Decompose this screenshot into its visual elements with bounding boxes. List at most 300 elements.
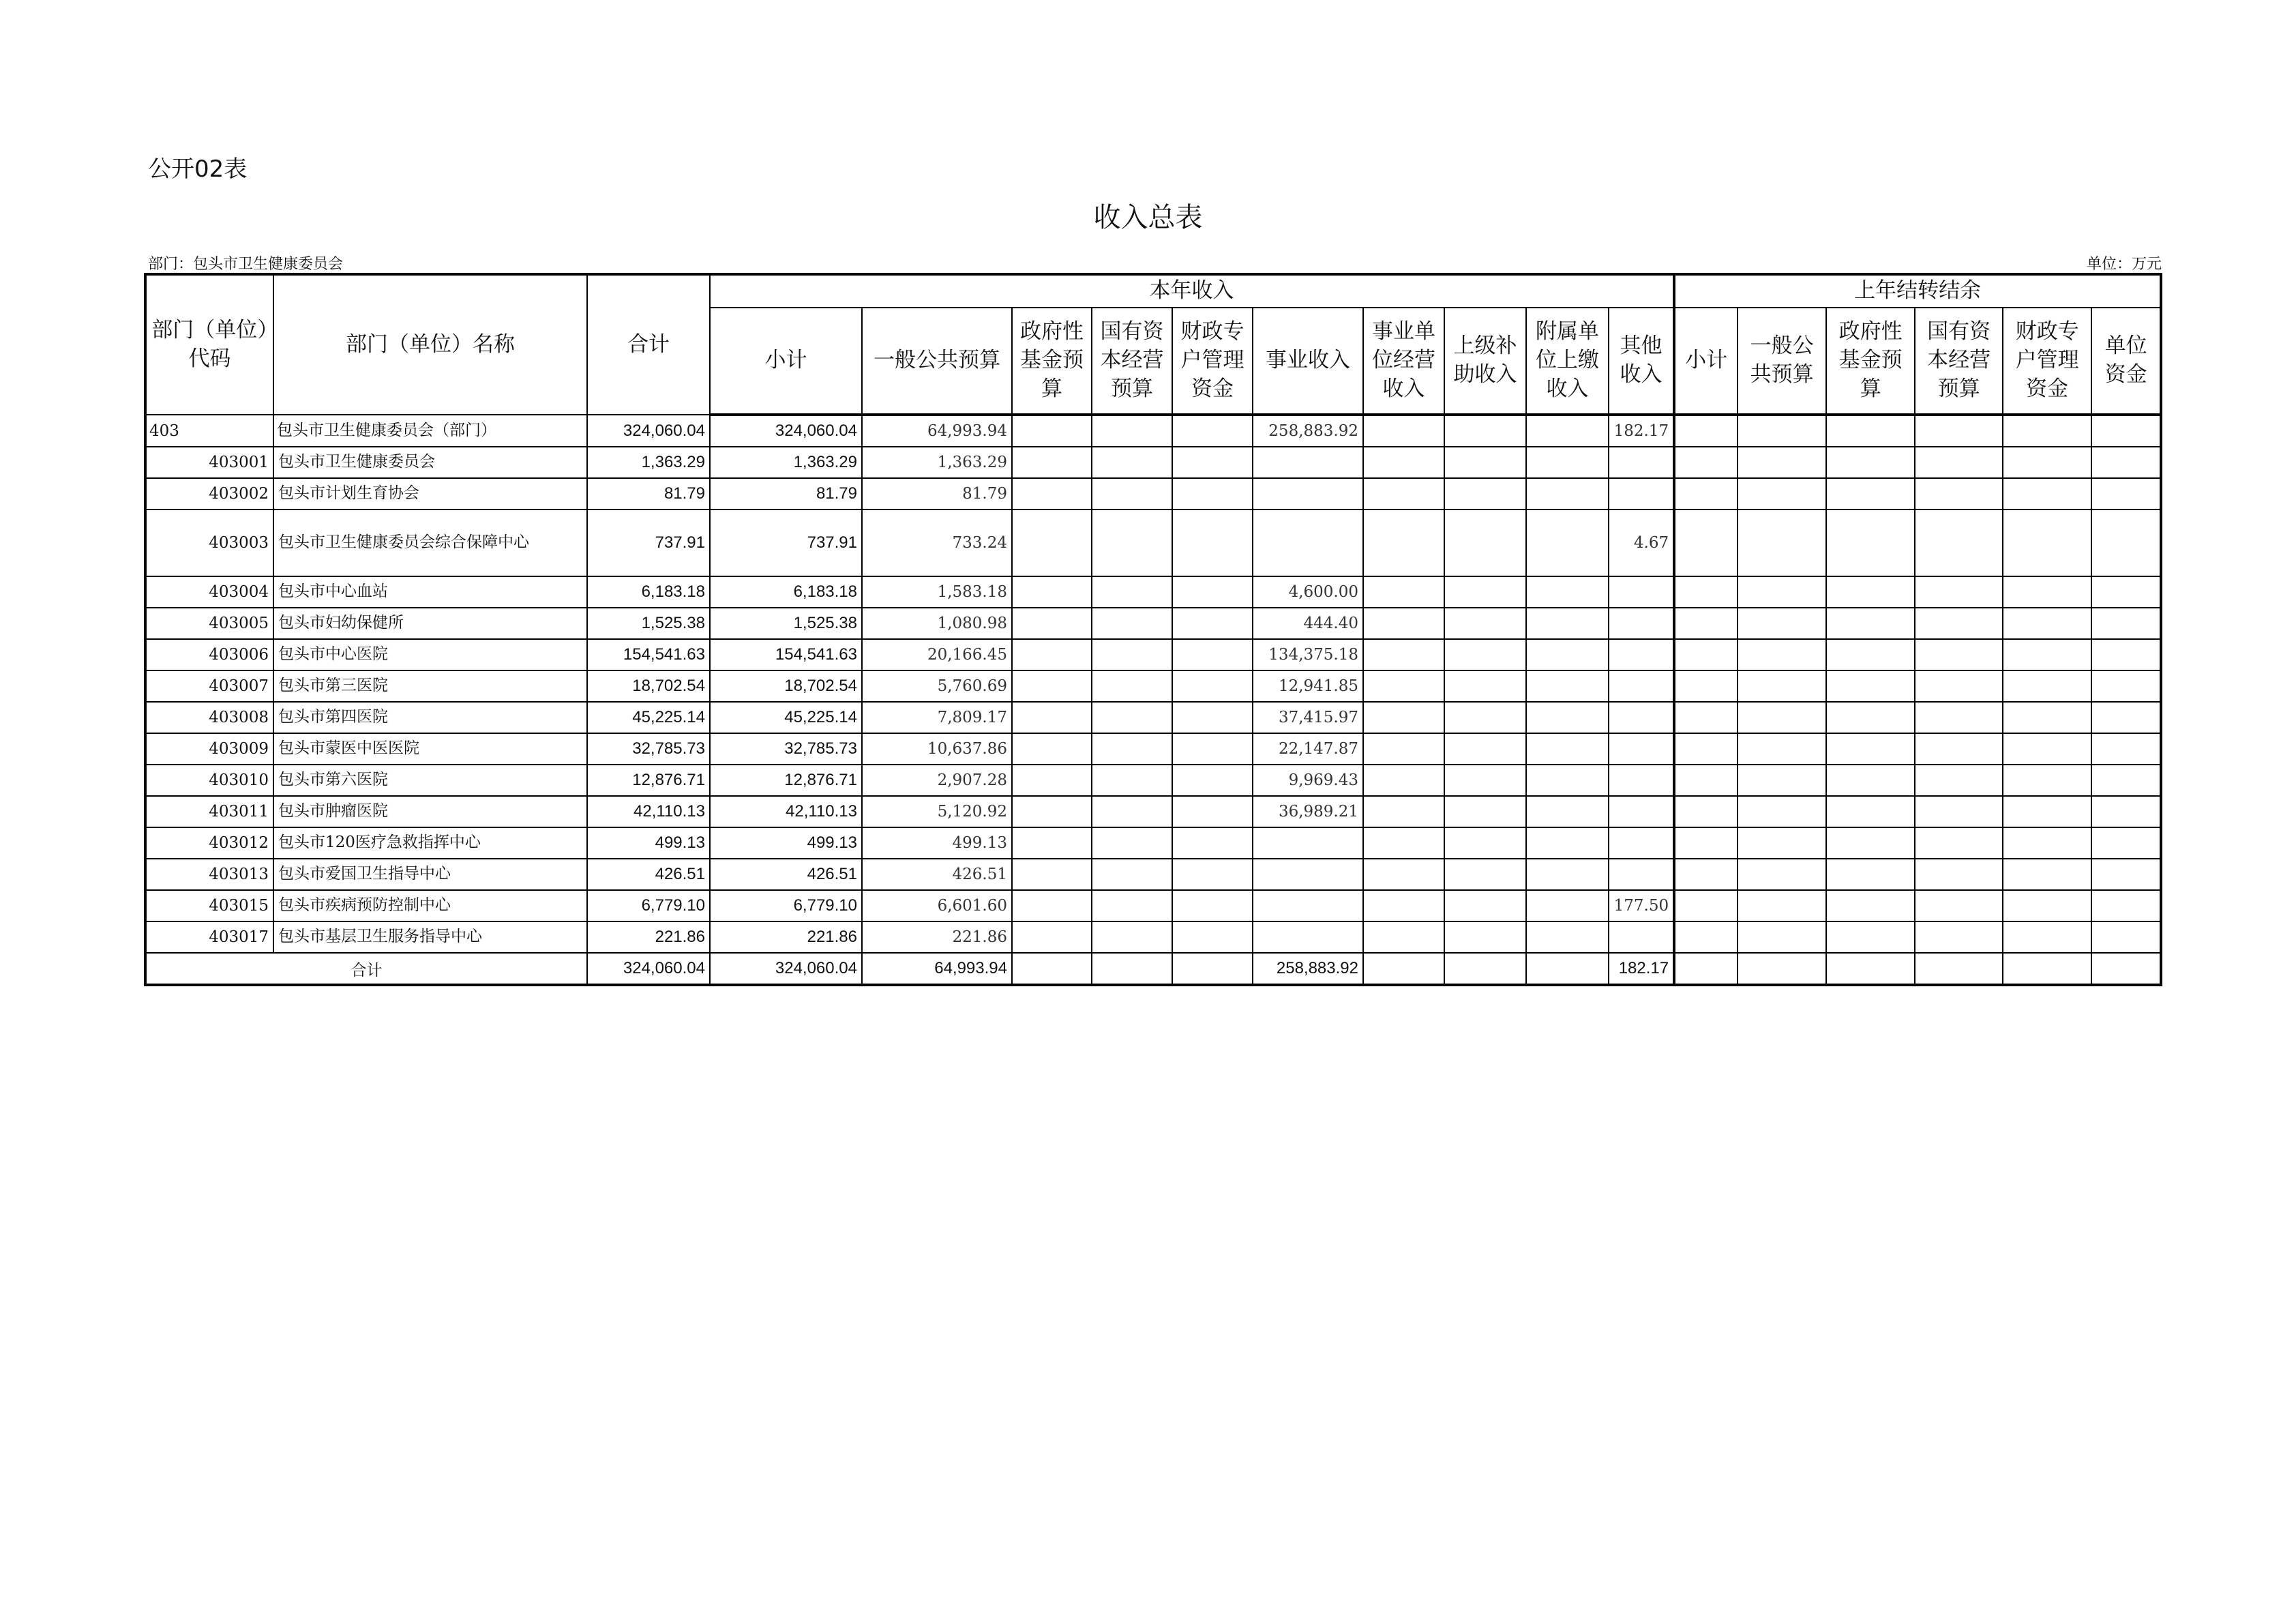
row-total: 42,110.13 — [587, 796, 710, 827]
header-current-subtotal: 小计 — [710, 308, 862, 415]
row-prior-cell — [2003, 639, 2091, 670]
row-state-capital — [1092, 765, 1172, 796]
row-gov-fund — [1012, 608, 1092, 639]
row-other — [1609, 859, 1674, 890]
row-gov-fund — [1012, 796, 1092, 827]
row-upper — [1444, 670, 1526, 702]
row-prior-cell — [2003, 576, 2091, 608]
row-name: 包头市基层卫生服务指导中心 — [273, 921, 587, 953]
row-code: 403010 — [145, 765, 273, 796]
row-subtotal: 324,060.04 — [710, 415, 862, 447]
header-group-current: 本年收入 — [710, 274, 1674, 308]
row-upper — [1444, 890, 1526, 921]
row-code: 403008 — [145, 702, 273, 733]
row-upper — [1444, 796, 1526, 827]
row-subtotal: 499.13 — [710, 827, 862, 859]
row-general: 64,993.94 — [862, 415, 1012, 447]
row-prior-cell — [2091, 765, 2161, 796]
row-biz-op — [1363, 733, 1444, 765]
row-general: 426.51 — [862, 859, 1012, 890]
total-affiliated — [1526, 953, 1609, 985]
row-biz-op — [1363, 478, 1444, 510]
row-subtotal: 221.86 — [710, 921, 862, 953]
row-special — [1172, 921, 1253, 953]
row-name: 包头市卫生健康委员会综合保障中心 — [273, 510, 587, 576]
row-subtotal: 45,225.14 — [710, 702, 862, 733]
row-prior-cell — [2003, 733, 2091, 765]
row-name: 包头市卫生健康委员会 — [273, 447, 587, 478]
row-gov-fund — [1012, 921, 1092, 953]
row-other — [1609, 576, 1674, 608]
row-special — [1172, 859, 1253, 890]
row-name: 包头市肿瘤医院 — [273, 796, 587, 827]
row-prior-cell — [1674, 702, 1738, 733]
row-gov-fund — [1012, 827, 1092, 859]
row-prior-cell — [1674, 576, 1738, 608]
row-affiliated — [1526, 921, 1609, 953]
row-name: 包头市中心医院 — [273, 639, 587, 670]
row-other — [1609, 733, 1674, 765]
row-state-capital — [1092, 796, 1172, 827]
row-code: 403006 — [145, 639, 273, 670]
row-code: 403005 — [145, 608, 273, 639]
row-state-capital — [1092, 733, 1172, 765]
row-total: 154,541.63 — [587, 639, 710, 670]
row-prior-cell — [1738, 639, 1826, 670]
row-affiliated — [1526, 447, 1609, 478]
row-affiliated — [1526, 859, 1609, 890]
row-business — [1253, 510, 1363, 576]
row-biz-op — [1363, 608, 1444, 639]
row-subtotal: 42,110.13 — [710, 796, 862, 827]
row-general: 5,120.92 — [862, 796, 1012, 827]
row-total: 221.86 — [587, 921, 710, 953]
row-prior-cell — [1915, 415, 2003, 447]
row-total: 6,779.10 — [587, 890, 710, 921]
row-state-capital — [1092, 702, 1172, 733]
header-current-gov-fund: 政府性基金预算 — [1012, 308, 1092, 415]
row-gov-fund — [1012, 415, 1092, 447]
row-subtotal: 6,183.18 — [710, 576, 862, 608]
row-state-capital — [1092, 859, 1172, 890]
row-upper — [1444, 639, 1526, 670]
row-prior-cell — [1674, 447, 1738, 478]
row-prior-cell — [1674, 608, 1738, 639]
row-name: 包头市中心血站 — [273, 576, 587, 608]
page-title: 收入总表 — [1093, 202, 1203, 233]
row-affiliated — [1526, 576, 1609, 608]
row-prior-cell — [1674, 859, 1738, 890]
row-prior-cell — [2091, 702, 2161, 733]
row-total: 426.51 — [587, 859, 710, 890]
row-prior-cell — [2091, 415, 2161, 447]
row-total: 737.91 — [587, 510, 710, 576]
row-upper — [1444, 447, 1526, 478]
total-label: 合计 — [145, 953, 587, 985]
row-total: 499.13 — [587, 827, 710, 859]
table-body — [145, 415, 2161, 953]
row-prior-cell — [1826, 510, 1915, 576]
row-code: 403012 — [145, 827, 273, 859]
table-row — [145, 890, 2161, 921]
row-prior-cell — [1738, 890, 1826, 921]
row-biz-op — [1363, 639, 1444, 670]
row-business — [1253, 921, 1363, 953]
row-gov-fund — [1012, 576, 1092, 608]
row-general: 2,907.28 — [862, 765, 1012, 796]
row-name: 包头市妇幼保健所 — [273, 608, 587, 639]
row-state-capital — [1092, 608, 1172, 639]
row-gov-fund — [1012, 890, 1092, 921]
row-affiliated — [1526, 733, 1609, 765]
header-total: 合计 — [587, 274, 710, 415]
row-prior-cell — [2091, 608, 2161, 639]
row-prior-cell — [1738, 765, 1826, 796]
row-affiliated — [1526, 702, 1609, 733]
row-general: 7,809.17 — [862, 702, 1012, 733]
row-prior-cell — [2091, 827, 2161, 859]
row-state-capital — [1092, 415, 1172, 447]
table-row — [145, 921, 2161, 953]
row-prior-cell — [1738, 827, 1826, 859]
table-row — [145, 859, 2161, 890]
header-current-biz-op: 事业单位经营收入 — [1363, 308, 1444, 415]
row-prior-cell — [1915, 796, 2003, 827]
row-name: 包头市爱国卫生指导中心 — [273, 859, 587, 890]
row-prior-cell — [1738, 796, 1826, 827]
row-affiliated — [1526, 478, 1609, 510]
row-biz-op — [1363, 890, 1444, 921]
row-prior-cell — [1826, 608, 1915, 639]
table-row — [145, 576, 2161, 608]
row-business: 22,147.87 — [1253, 733, 1363, 765]
row-prior-cell — [2091, 796, 2161, 827]
row-biz-op — [1363, 670, 1444, 702]
row-prior-cell — [1915, 447, 2003, 478]
header-prior-special: 财政专户管理资金 — [2003, 308, 2091, 415]
table-row — [145, 608, 2161, 639]
row-name: 包头市蒙医中医医院 — [273, 733, 587, 765]
row-prior-cell — [2091, 447, 2161, 478]
row-general: 1,583.18 — [862, 576, 1012, 608]
row-prior-cell — [1826, 576, 1915, 608]
row-name: 包头市疾病预防控制中心 — [273, 890, 587, 921]
row-code: 403009 — [145, 733, 273, 765]
row-affiliated — [1526, 608, 1609, 639]
row-prior-cell — [1674, 670, 1738, 702]
table-row — [145, 765, 2161, 796]
row-other — [1609, 639, 1674, 670]
row-code: 403001 — [145, 447, 273, 478]
row-total: 45,225.14 — [587, 702, 710, 733]
row-business — [1253, 859, 1363, 890]
header-name: 部门（单位）名称 — [273, 274, 587, 415]
row-biz-op — [1363, 447, 1444, 478]
row-prior-cell — [1738, 447, 1826, 478]
row-special — [1172, 796, 1253, 827]
row-prior-cell — [1826, 447, 1915, 478]
header-code: 部门（单位）代码 — [145, 274, 273, 415]
total-prior-gov-fund — [1826, 953, 1915, 985]
row-biz-op — [1363, 859, 1444, 890]
row-prior-cell — [1915, 921, 2003, 953]
row-state-capital — [1092, 639, 1172, 670]
row-prior-cell — [1738, 733, 1826, 765]
row-subtotal: 81.79 — [710, 478, 862, 510]
row-subtotal: 1,363.29 — [710, 447, 862, 478]
row-upper — [1444, 827, 1526, 859]
row-prior-cell — [1674, 415, 1738, 447]
row-biz-op — [1363, 796, 1444, 827]
header-prior-unit-fund: 单位资金 — [2091, 308, 2161, 415]
header-current-state-capital: 国有资本经营预算 — [1092, 308, 1172, 415]
row-business — [1253, 447, 1363, 478]
row-name: 包头市第三医院 — [273, 670, 587, 702]
row-biz-op — [1363, 415, 1444, 447]
row-biz-op — [1363, 510, 1444, 576]
row-state-capital — [1092, 921, 1172, 953]
row-state-capital — [1092, 510, 1172, 576]
row-biz-op — [1363, 576, 1444, 608]
row-subtotal: 1,525.38 — [710, 608, 862, 639]
total-prior-subtotal — [1674, 953, 1738, 985]
row-state-capital — [1092, 670, 1172, 702]
total-gov-fund — [1012, 953, 1092, 985]
row-prior-cell — [1826, 765, 1915, 796]
row-biz-op — [1363, 702, 1444, 733]
row-special — [1172, 415, 1253, 447]
row-name: 包头市第四医院 — [273, 702, 587, 733]
row-prior-cell — [1674, 733, 1738, 765]
header-current-special: 财政专户管理资金 — [1172, 308, 1253, 415]
row-prior-cell — [1915, 576, 2003, 608]
row-prior-cell — [1915, 733, 2003, 765]
row-prior-cell — [1915, 478, 2003, 510]
header-current-upper: 上级补助收入 — [1444, 308, 1526, 415]
row-prior-cell — [1738, 576, 1826, 608]
row-special — [1172, 478, 1253, 510]
table-row — [145, 447, 2161, 478]
total-prior-special — [2003, 953, 2091, 985]
row-subtotal: 154,541.63 — [710, 639, 862, 670]
total-other: 182.17 — [1609, 953, 1674, 985]
row-general: 221.86 — [862, 921, 1012, 953]
header-current-affiliated: 附属单位上缴收入 — [1526, 308, 1609, 415]
row-subtotal: 426.51 — [710, 859, 862, 890]
row-general: 1,363.29 — [862, 447, 1012, 478]
row-total: 32,785.73 — [587, 733, 710, 765]
row-prior-cell — [1915, 859, 2003, 890]
row-code: 403017 — [145, 921, 273, 953]
table-row — [145, 639, 2161, 670]
income-summary-table — [144, 273, 2162, 986]
row-special — [1172, 576, 1253, 608]
row-gov-fund — [1012, 510, 1092, 576]
row-prior-cell — [1915, 890, 2003, 921]
row-code: 403003 — [145, 510, 273, 576]
row-state-capital — [1092, 576, 1172, 608]
row-business: 36,989.21 — [1253, 796, 1363, 827]
row-upper — [1444, 765, 1526, 796]
row-prior-cell — [1738, 478, 1826, 510]
row-gov-fund — [1012, 859, 1092, 890]
row-total: 18,702.54 — [587, 670, 710, 702]
row-prior-cell — [2003, 827, 2091, 859]
row-total: 12,876.71 — [587, 765, 710, 796]
row-gov-fund — [1012, 702, 1092, 733]
table-row — [145, 510, 2161, 576]
row-upper — [1444, 702, 1526, 733]
row-prior-cell — [2091, 921, 2161, 953]
row-code: 403002 — [145, 478, 273, 510]
unit-line: 单位：万元 — [2086, 256, 2162, 273]
row-name: 包头市120医疗急救指挥中心 — [273, 827, 587, 859]
row-other: 182.17 — [1609, 415, 1674, 447]
row-prior-cell — [1674, 921, 1738, 953]
row-prior-cell — [1915, 639, 2003, 670]
header-current-general: 一般公共预算 — [862, 308, 1012, 415]
table-row — [145, 796, 2161, 827]
row-prior-cell — [1826, 921, 1915, 953]
row-subtotal: 12,876.71 — [710, 765, 862, 796]
row-special — [1172, 765, 1253, 796]
row-prior-cell — [1674, 478, 1738, 510]
row-other — [1609, 796, 1674, 827]
row-special — [1172, 510, 1253, 576]
row-prior-cell — [2003, 765, 2091, 796]
row-general: 6,601.60 — [862, 890, 1012, 921]
row-prior-cell — [1826, 890, 1915, 921]
row-prior-cell — [1674, 796, 1738, 827]
row-business: 4,600.00 — [1253, 576, 1363, 608]
row-prior-cell — [1826, 827, 1915, 859]
row-gov-fund — [1012, 447, 1092, 478]
row-code: 403007 — [145, 670, 273, 702]
row-gov-fund — [1012, 478, 1092, 510]
header-prior-general: 一般公共预算 — [1738, 308, 1826, 415]
row-prior-cell — [1915, 670, 2003, 702]
row-other: 4.67 — [1609, 510, 1674, 576]
row-business — [1253, 827, 1363, 859]
row-gov-fund — [1012, 765, 1092, 796]
row-prior-cell — [1738, 921, 1826, 953]
row-other — [1609, 478, 1674, 510]
row-prior-cell — [1738, 510, 1826, 576]
row-gov-fund — [1012, 670, 1092, 702]
table-row — [145, 702, 2161, 733]
row-code: 403013 — [145, 859, 273, 890]
row-general: 1,080.98 — [862, 608, 1012, 639]
row-other — [1609, 827, 1674, 859]
row-other — [1609, 447, 1674, 478]
row-prior-cell — [1826, 733, 1915, 765]
total-prior-general — [1738, 953, 1826, 985]
row-business: 9,969.43 — [1253, 765, 1363, 796]
row-other — [1609, 670, 1674, 702]
row-prior-cell — [2091, 859, 2161, 890]
row-total: 1,525.38 — [587, 608, 710, 639]
row-prior-cell — [2003, 478, 2091, 510]
row-upper — [1444, 415, 1526, 447]
row-code: 403011 — [145, 796, 273, 827]
table-row — [145, 478, 2161, 510]
row-prior-cell — [2091, 478, 2161, 510]
row-affiliated — [1526, 765, 1609, 796]
row-affiliated — [1526, 890, 1609, 921]
row-name: 包头市第六医院 — [273, 765, 587, 796]
row-prior-cell — [2091, 510, 2161, 576]
row-other — [1609, 765, 1674, 796]
row-prior-cell — [2091, 890, 2161, 921]
form-id: 公开02表 — [148, 156, 248, 183]
row-special — [1172, 447, 1253, 478]
row-upper — [1444, 859, 1526, 890]
row-biz-op — [1363, 765, 1444, 796]
total-row — [145, 953, 2161, 985]
row-state-capital — [1092, 478, 1172, 510]
row-business: 37,415.97 — [1253, 702, 1363, 733]
row-prior-cell — [1915, 608, 2003, 639]
row-other — [1609, 702, 1674, 733]
row-prior-cell — [1915, 702, 2003, 733]
row-other: 177.50 — [1609, 890, 1674, 921]
row-prior-cell — [2003, 796, 2091, 827]
row-business: 12,941.85 — [1253, 670, 1363, 702]
row-state-capital — [1092, 827, 1172, 859]
row-name: 包头市计划生育协会 — [273, 478, 587, 510]
row-general: 10,637.86 — [862, 733, 1012, 765]
row-business — [1253, 478, 1363, 510]
row-upper — [1444, 576, 1526, 608]
row-prior-cell — [1826, 478, 1915, 510]
row-gov-fund — [1012, 733, 1092, 765]
row-general: 81.79 — [862, 478, 1012, 510]
row-general: 499.13 — [862, 827, 1012, 859]
total-prior-state-capital — [1915, 953, 2003, 985]
row-prior-cell — [2091, 670, 2161, 702]
table-row — [145, 733, 2161, 765]
row-code: 403015 — [145, 890, 273, 921]
row-total: 324,060.04 — [587, 415, 710, 447]
row-prior-cell — [2003, 510, 2091, 576]
row-affiliated — [1526, 670, 1609, 702]
row-prior-cell — [1738, 859, 1826, 890]
row-prior-cell — [1674, 765, 1738, 796]
total-upper — [1444, 953, 1526, 985]
row-biz-op — [1363, 921, 1444, 953]
header-prior-gov-fund: 政府性基金预算 — [1826, 308, 1915, 415]
row-special — [1172, 670, 1253, 702]
row-prior-cell — [2091, 576, 2161, 608]
row-prior-cell — [1674, 510, 1738, 576]
total-prior-unit-fund — [2091, 953, 2161, 985]
row-prior-cell — [1915, 510, 2003, 576]
row-subtotal: 737.91 — [710, 510, 862, 576]
row-business — [1253, 890, 1363, 921]
header-prior-subtotal: 小计 — [1674, 308, 1738, 415]
row-prior-cell — [2003, 921, 2091, 953]
row-prior-cell — [1738, 415, 1826, 447]
row-total: 81.79 — [587, 478, 710, 510]
row-subtotal: 32,785.73 — [710, 733, 862, 765]
row-business: 444.40 — [1253, 608, 1363, 639]
row-upper — [1444, 608, 1526, 639]
row-prior-cell — [1826, 796, 1915, 827]
row-prior-cell — [1826, 859, 1915, 890]
row-prior-cell — [2003, 859, 2091, 890]
row-affiliated — [1526, 796, 1609, 827]
header-group-prior: 上年结转结余 — [1674, 274, 2161, 308]
